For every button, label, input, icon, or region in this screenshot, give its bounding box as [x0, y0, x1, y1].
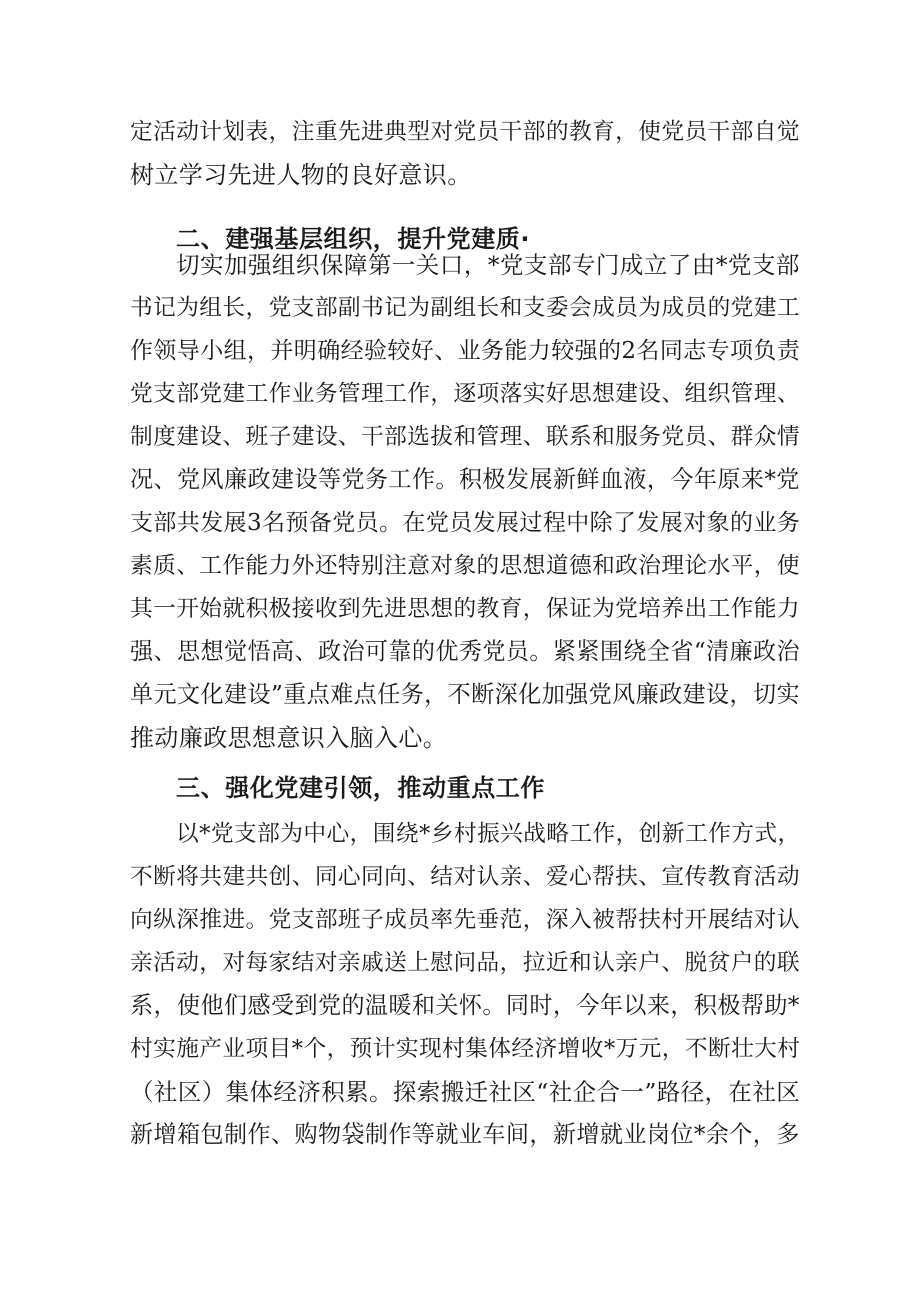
text-line: 树立学习先进人物的良好意识。 [130, 161, 472, 189]
text-line: （社区）集体经济积累。探索搬迁社区“社企合一”路径，在社区 [130, 1078, 801, 1106]
text-line: 以*党支部为中心，围绕*乡村振兴战略工作，创新工作方式， [176, 821, 801, 847]
text-line: 推动廉政思想意识入脑入心。 [130, 724, 448, 752]
text-line: 单元文化建设”重点难点任务，不断深化加强党风廉政建设，切实 [130, 682, 801, 708]
text-line: 切实加强组织保障第一关口，*党支部专门成立了由*党支部 [176, 251, 800, 279]
text-line: 新增箱包制作、购物袋制作等就业车间，新增就业岗位*余个，多 [130, 1122, 800, 1148]
section-3-heading: 三、强化党建引领，推动重点工作 [176, 774, 545, 802]
text-line: 不断将共建共创、同心同向、结对认亲、爱心帮扶、宣传教育活动 [130, 864, 800, 890]
text-line: 系，使他们感受到党的温暖和关怀。同时，今年以来，积极帮助* [130, 993, 800, 1019]
text-line: 党支部党建工作业务管理工作，逐项落实好思想建设、组织管理、 [130, 381, 800, 407]
text-line: 定活动计划表，注重先进典型对党员干部的教育，使党员干部自觉 [130, 119, 800, 145]
text-line: 村实施产业项目*个，预计实现村集体经济增收*万元，不断壮大村 [130, 1036, 801, 1062]
text-line: 素质、工作能力外还特别注意对象的思想道德和政治理论水平，使 [130, 553, 800, 579]
text-line: 其一开始就积极接收到先进思想的教育，保证为党培养出工作能力 [130, 596, 800, 622]
text-line: 制度建设、班子建设、干部选拔和管理、联系和服务党员、群众情 [130, 424, 800, 450]
text-line: 作领导小组，并明确经验较好、业务能力较强的2名同志专项负责 [130, 338, 801, 364]
text-line: 书记为组长，党支部副书记为副组长和支委会成员为成员的党建工 [130, 295, 800, 321]
text-line: 况、党风廉政建设等党务工作。积极发展新鲜血液，今年原来*党 [130, 467, 800, 493]
text-line: 向纵深推进。党支部班子成员率先垂范，深入被帮扶村开展结对认 [130, 907, 800, 933]
text-line: 亲活动，对每家结对亲戚送上慰问品，拉近和认亲户、脱贫户的联 [130, 950, 800, 976]
section-2-heading: 二、建强基层组织，提升党建质· [176, 225, 531, 253]
text-line: 支部共发展3名预备党员。在党员发展过程中除了发展对象的业务 [130, 510, 801, 536]
text-line: 强、思想觉悟高、政治可靠的优秀党员。紧紧围绕全省“清廉政治 [130, 639, 801, 665]
